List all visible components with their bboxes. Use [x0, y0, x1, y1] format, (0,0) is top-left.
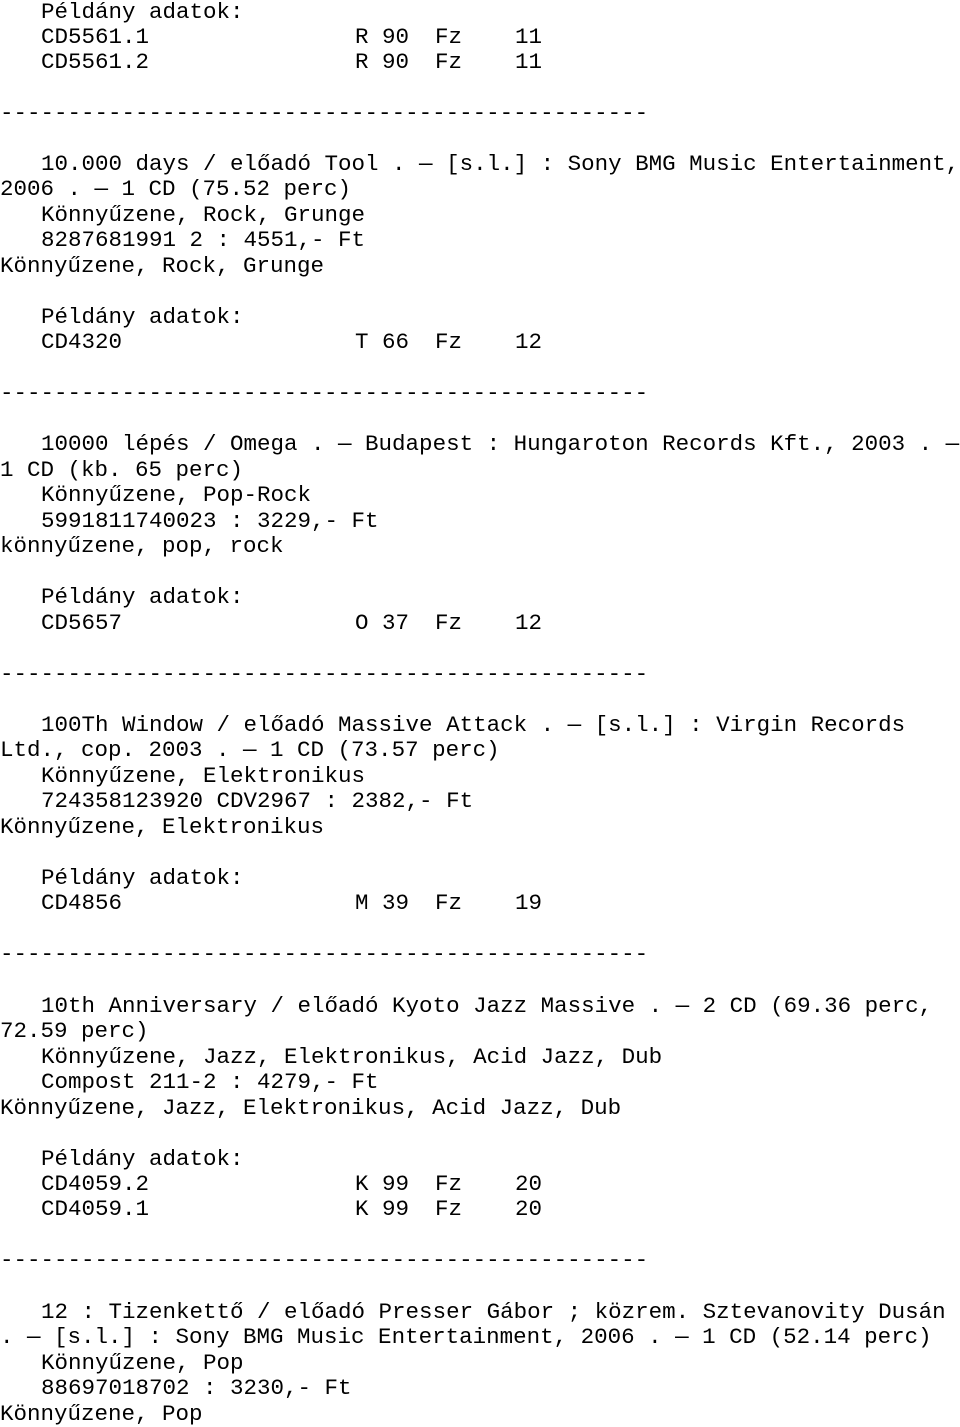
record-title-cont: 72.59 perc)	[0, 1018, 149, 1044]
examples-label: Példány adatok:	[41, 584, 244, 610]
copy-fz: Fz	[435, 1196, 463, 1222]
copy-fz: Fz	[435, 24, 463, 50]
separator: ------------------------------------------------	[0, 100, 649, 126]
record-subject: könnyűzene, pop, rock	[0, 533, 284, 559]
separator: ------------------------------------------------	[0, 1247, 649, 1273]
record-title: 10th Anniversary / előadó Kyoto Jazz Massive . — 2 CD (69.36 perc,	[41, 993, 933, 1019]
record-title: 12 : Tizenkettő / előadó Presser Gábor ; közrem. Sztevanovity Dusán	[41, 1299, 946, 1325]
copy-number: 12	[515, 610, 543, 636]
record-title: 10.000 days / előadó Tool . — [s.l.] : Sony BMG Music Entertainment,	[41, 151, 960, 177]
record-price: Compost 211-2 : 4279,- Ft	[41, 1069, 379, 1095]
copy-row	[41, 330, 542, 355]
copy-row	[41, 891, 542, 916]
record-title-cont: 2006 . — 1 CD (75.52 perc)	[0, 176, 352, 202]
copy-code: CD4320	[41, 329, 123, 355]
examples-label: Példány adatok:	[41, 304, 244, 330]
copy-number: 11	[515, 49, 543, 75]
copy-code: CD5561.2	[41, 49, 150, 75]
copy-fz: Fz	[435, 329, 463, 355]
examples-label: Példány adatok:	[41, 0, 244, 25]
record-genre: Könnyűzene, Rock, Grunge	[41, 202, 366, 228]
copy-fz: Fz	[435, 890, 463, 916]
record-title: 100Th Window / előadó Massive Attack . — [s.l.] : Virgin Records	[41, 712, 906, 738]
copy-code: CD4856	[41, 890, 123, 916]
copy-fz: Fz	[435, 49, 463, 75]
copy-fz: Fz	[435, 610, 463, 636]
copy-location: R 90	[355, 24, 410, 50]
examples-label: Példány adatok:	[41, 865, 244, 891]
record-subject: Könnyűzene, Elektronikus	[0, 814, 325, 840]
record-genre: Könnyűzene, Pop	[41, 1350, 244, 1376]
copy-number: 20	[515, 1196, 543, 1222]
record-title-cont: Ltd., cop. 2003 . — 1 CD (73.57 perc)	[0, 737, 500, 763]
record-subject: Könnyűzene, Pop	[0, 1401, 203, 1427]
copy-number: 19	[515, 890, 543, 916]
record-price: 724358123920 CDV2967 : 2382,- Ft	[41, 788, 474, 814]
copy-number: 12	[515, 329, 543, 355]
record-genre: Könnyűzene, Pop-Rock	[41, 482, 312, 508]
copy-code: CD4059.2	[41, 1171, 150, 1197]
copy-row	[41, 50, 542, 75]
copy-row	[41, 1172, 542, 1197]
separator: ------------------------------------------------	[0, 661, 649, 687]
copy-location: R 90	[355, 49, 410, 75]
record-price: 88697018702 : 3230,- Ft	[41, 1375, 352, 1401]
record-title: 10000 lépés / Omega . — Budapest : Hungaroton Records Kft., 2003 . —	[41, 431, 960, 457]
copy-location: T 66	[355, 329, 410, 355]
copy-row	[41, 1197, 542, 1222]
copy-location: O 37	[355, 610, 410, 636]
record-genre: Könnyűzene, Jazz, Elektronikus, Acid Jazz, Dub	[41, 1044, 663, 1070]
copy-row	[41, 25, 542, 50]
separator: ------------------------------------------------	[0, 941, 649, 967]
copy-code: CD5561.1	[41, 24, 150, 50]
record-title-cont: 1 CD (kb. 65 perc)	[0, 457, 244, 483]
separator: ------------------------------------------------	[0, 380, 649, 406]
copy-location: M 39	[355, 890, 410, 916]
record-price: 5991811740023 : 3229,- Ft	[41, 508, 379, 534]
record-title-cont: . — [s.l.] : Sony BMG Music Entertainment, 2006 . — 1 CD (52.14 perc)	[0, 1324, 932, 1350]
record-price: 8287681991 2 : 4551,- Ft	[41, 227, 366, 253]
record-subject: Könnyűzene, Rock, Grunge	[0, 253, 325, 279]
copy-location: K 99	[355, 1171, 410, 1197]
copy-fz: Fz	[435, 1171, 463, 1197]
copy-code: CD4059.1	[41, 1196, 150, 1222]
copy-location: K 99	[355, 1196, 410, 1222]
copy-number: 20	[515, 1171, 543, 1197]
record-subject: Könnyűzene, Jazz, Elektronikus, Acid Jazz, Dub	[0, 1095, 622, 1121]
copy-code: CD5657	[41, 610, 123, 636]
copy-number: 11	[515, 24, 543, 50]
examples-label: Példány adatok:	[41, 1146, 244, 1172]
copy-row	[41, 611, 542, 636]
record-genre: Könnyűzene, Elektronikus	[41, 763, 366, 789]
